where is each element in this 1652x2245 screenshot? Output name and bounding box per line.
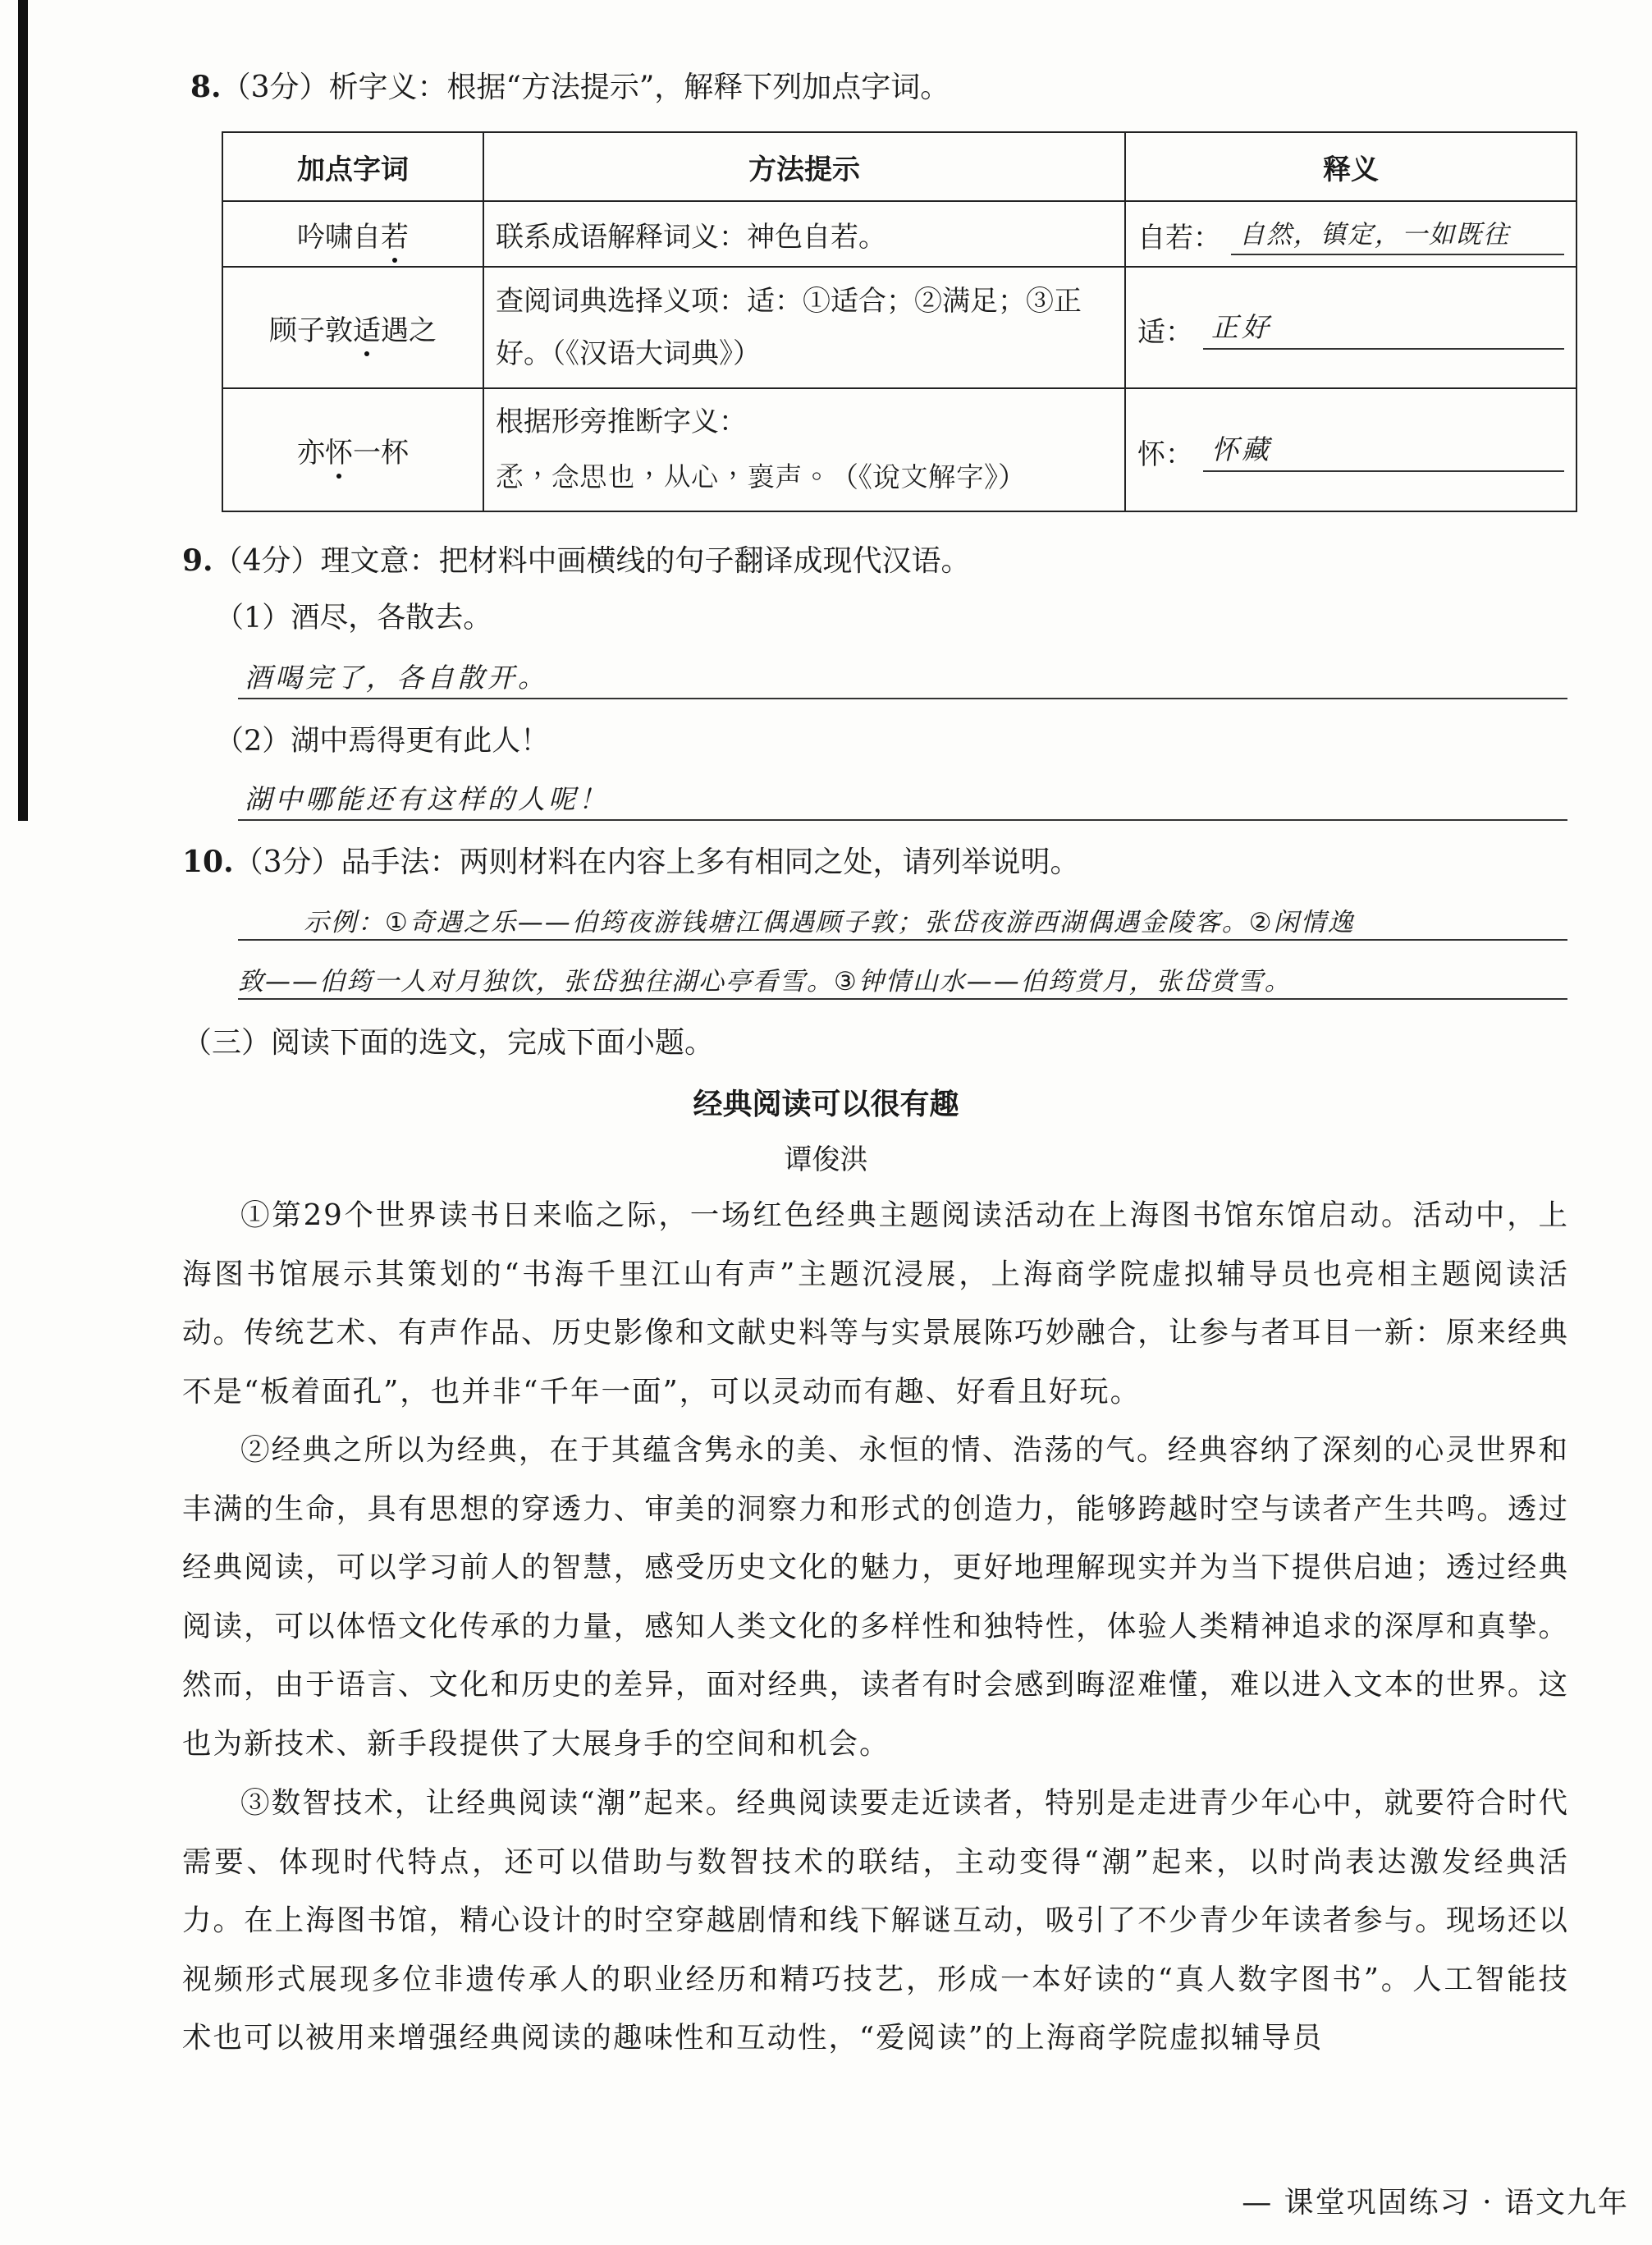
q9-prompt: （4分）理文意：把材料中画横线的句子翻译成现代汉语。: [213, 544, 971, 578]
binding-edge: [18, 0, 28, 821]
hint-cell: [483, 388, 1125, 511]
table-row: [222, 388, 1576, 511]
handwritten-answer: 自然，镇定，一如既往: [1231, 213, 1564, 255]
section-heading: （三）阅读下面的选文，完成下面小题。: [182, 1026, 715, 1060]
q8-heading: [190, 64, 950, 106]
q10-prompt: （3分）品手法：两则材料在内容上多有相同之处，请列举说明。: [233, 845, 1080, 879]
q8-number: 8.: [190, 70, 222, 104]
table-header-row: [222, 132, 1576, 201]
col-header-hint: 方法提示: [483, 132, 1125, 201]
hint-cell: [483, 201, 1125, 267]
meaning-label: 适：: [1137, 315, 1193, 349]
q9-heading: [182, 538, 971, 580]
q9-number: 9.: [182, 543, 213, 578]
answer-line: [238, 939, 1567, 941]
hint-text: 𢘅，念思也，从心，褱声。（《说文解字》）: [496, 461, 1026, 494]
meaning-label: 自若：: [1137, 221, 1221, 254]
q9-item-2-question: （2）湖中焉得更有此人！: [215, 725, 550, 758]
dotted-char: 怀: [325, 430, 353, 470]
term-text: 亦: [297, 436, 325, 470]
q10-heading: [182, 839, 1080, 881]
table-row: [222, 267, 1576, 388]
handwritten-answer: 正好: [1203, 306, 1564, 350]
answer-line: [238, 998, 1567, 1000]
term-text: 一杯: [353, 436, 409, 470]
term-cell: [222, 267, 483, 388]
q10-number: 10.: [182, 845, 234, 879]
answer-line: [238, 819, 1567, 821]
dotted-char: 适: [353, 308, 381, 348]
article-paragraph-1: ①第29个世界读书日来临之际，一场红色经典主题阅读活动在上海图书馆东馆启动。活动中，上海图书馆展示其策划的“书海千里江山有声”主题沉浸展，上海商学院虚拟辅导员也亮相主题阅读活动。传统艺术、有声作品、历史影像和文献史料等与实景展陈巧妙融合，让参与者耳目一新：原来经典不是“板着面孔”，也并非“千年一面”，可以灵动而有趣、好看且好玩。: [182, 1198, 1569, 1409]
term-text: 吟啸自: [297, 220, 381, 254]
q9-item-1-answer: 酒喝完了，各自散开。: [245, 662, 548, 694]
meaning-label: 怀：: [1137, 438, 1193, 471]
term-cell: [222, 388, 483, 511]
dotted-char: 若: [381, 214, 409, 254]
hint-text: 好。（《汉语大词典》）: [496, 337, 761, 370]
term-cell: [222, 201, 483, 267]
article-paragraph-2: ②经典之所以为经典，在于其蕴含隽永的美、永恒的情、浩荡的气。经典容纳了深刻的心灵世界和丰满的生命，具有思想的穿透力、审美的洞察力和形式的创造力，能够跨越时空与读者产生共鸣。透过经典阅读，可以学习前人的智慧，感受历史文化的魅力，更好地理解现实并为当下提供启迪；透过经典阅读，可以体悟文化传承的力量，感知人类文化的多样性和独特性，体验人类精神追求的深厚和真挚。然而，由于语言、文化和历史的差异，面对经典，读者有时会感到晦涩难懂，难以进入文本的世界。这也为新技术、新手段提供了大展身手的空间和机会。: [182, 1433, 1569, 1761]
q9-item-2-answer: 湖中哪能还有这样的人呢！: [245, 783, 609, 815]
q8-prompt: （3分）析字义：根据“方法提示”，解释下列加点字词。: [221, 71, 950, 104]
article-author: 谭俊洪: [784, 1143, 868, 1176]
answer-line: [238, 698, 1567, 699]
meaning-cell: [1125, 267, 1576, 388]
article-title: 经典阅读可以很有趣: [693, 1088, 959, 1121]
hint-text: 联系成语解释词义：神色自若。: [496, 220, 886, 254]
meaning-cell: [1125, 388, 1576, 511]
term-text: 顾子敦: [269, 314, 353, 347]
q8-table: [222, 131, 1577, 512]
article-paragraph-3: ③数智技术，让经典阅读“潮”起来。经典阅读要走近读者，特别是走进青少年心中，就要符合时代需要、体现时代特点，还可以借助与数智技术的联结，主动变得“潮”起来，以时尚表达激发经典活力。在上海图书馆，精心设计的时空穿越剧情和线下解谜互动，吸引了不少青少年读者参与。现场还以视频形式展现多位非遗传承人的职业经历和精巧技艺，形成一本好读的“真人数字图书”。人工智能技术也可以被用来增强经典阅读的趣味性和互动性，“爱阅读”的上海商学院虚拟辅导员: [182, 1786, 1569, 2055]
col-header-term: 加点字词: [222, 132, 483, 201]
table-row: [222, 201, 1576, 267]
meaning-cell: [1125, 201, 1576, 267]
handwritten-answer: 怀藏: [1203, 428, 1564, 472]
hint-cell: [483, 267, 1125, 388]
hint-text: 查阅词典选择义项：适：①适合；②满足；③正: [496, 285, 1082, 318]
q10-answer-line-2: 致——伯筠一人对月独饮，张岱独往湖心亭看雪。③钟情山水——伯筠赏月，张岱赏雪。: [238, 967, 1292, 997]
term-text: 遇之: [381, 314, 437, 347]
page-footer: — 课堂巩固练习 · 语文九年: [1242, 2186, 1629, 2220]
col-header-meaning: 释义: [1125, 132, 1576, 201]
hint-text: 根据形旁推断字义：: [496, 405, 747, 438]
q10-answer-line-1: 示例：①奇遇之乐——伯筠夜游钱塘江偶遇顾子敦；张岱夜游西湖偶遇金陵客。②闲情逸: [304, 908, 1355, 937]
q9-item-1-question: （1）酒尽，各散去。: [215, 602, 492, 635]
